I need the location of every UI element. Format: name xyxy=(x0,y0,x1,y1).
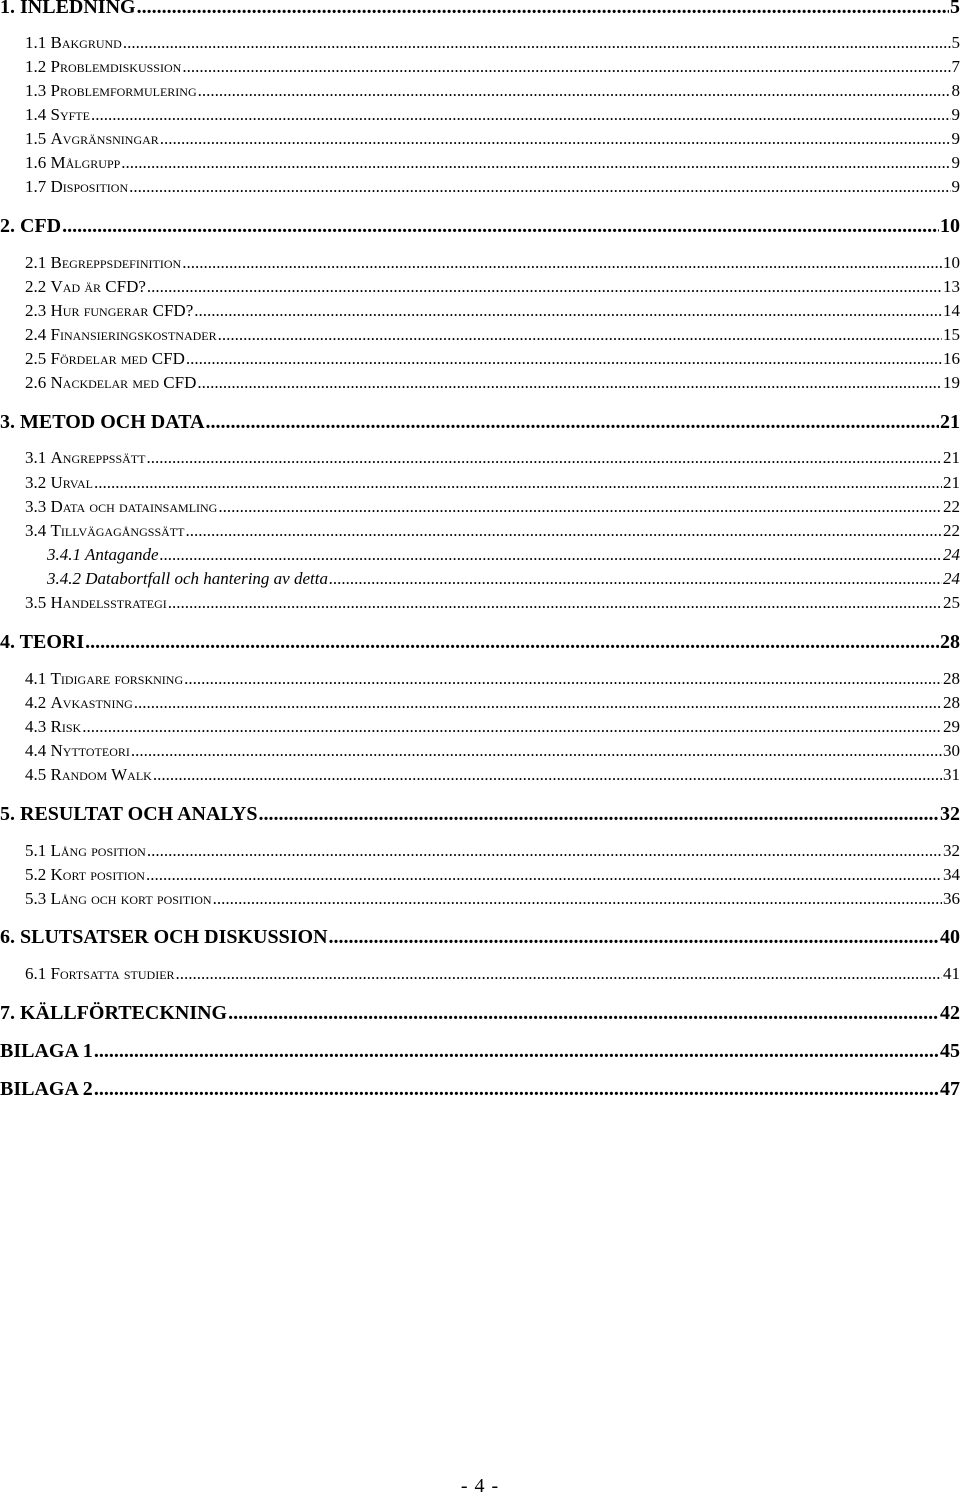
toc-entry-number: 2.4 xyxy=(25,325,47,344)
toc-entry[interactable] xyxy=(0,803,960,826)
toc-entry-label: Kort position xyxy=(50,865,145,884)
toc-entry-number: 6. xyxy=(0,926,15,948)
toc-entry-title xyxy=(25,497,217,517)
dot-leader xyxy=(185,521,942,541)
toc-entry[interactable] xyxy=(25,889,960,909)
toc-entry[interactable] xyxy=(25,153,960,173)
toc-entry-label: TEORI xyxy=(19,631,85,653)
toc-entry-label: Antagande xyxy=(84,545,159,564)
toc-entry-label: Angreppssätt xyxy=(50,448,146,467)
toc-entry-label: Avgränsningar xyxy=(50,129,159,148)
toc-entry-title xyxy=(25,865,145,885)
toc-entry-title xyxy=(25,105,90,125)
toc-entry-number: 3.5 xyxy=(25,593,47,612)
toc-entry[interactable] xyxy=(25,325,960,345)
toc-entry-title xyxy=(0,215,61,238)
toc-entry-label: Risk xyxy=(50,717,82,736)
toc-entry[interactable] xyxy=(0,1040,960,1063)
toc-entry[interactable] xyxy=(47,569,960,589)
toc-entry-title xyxy=(0,926,328,949)
toc-entry[interactable] xyxy=(0,1078,960,1101)
dot-leader xyxy=(147,277,942,297)
toc-entry[interactable] xyxy=(0,631,960,654)
toc-entry-title xyxy=(25,473,93,493)
toc-entry-title xyxy=(25,301,193,321)
toc-entry-title xyxy=(25,717,81,737)
toc-entry-label: INLEDNING xyxy=(20,0,136,18)
toc-entry-number: 3.4.1 xyxy=(47,545,81,564)
dot-leader xyxy=(259,803,940,826)
toc-entry-title xyxy=(0,1040,93,1063)
dot-leader xyxy=(94,1078,939,1101)
toc-entry[interactable] xyxy=(25,57,960,77)
dot-leader xyxy=(205,411,939,434)
toc-entry-label: SLUTSATSER OCH DISKUSSION xyxy=(20,926,328,948)
toc-entry-title xyxy=(25,693,133,713)
toc-page-number: 22 xyxy=(943,521,960,540)
toc-entry-label: Handelsstrategi xyxy=(50,593,167,612)
dot-leader xyxy=(182,253,942,273)
dot-leader xyxy=(198,81,951,101)
toc-entry-number: 5.2 xyxy=(25,865,47,884)
toc-page-number: 10 xyxy=(943,253,960,272)
toc-entry-title xyxy=(25,325,217,345)
toc-entry-title xyxy=(47,569,328,589)
dot-leader xyxy=(134,693,942,713)
toc-entry[interactable] xyxy=(25,521,960,541)
toc-page-number: 9 xyxy=(951,129,960,148)
toc-entry-number: 4.3 xyxy=(25,717,47,736)
toc-entry-label: Random Walk xyxy=(50,765,152,784)
toc-entry[interactable] xyxy=(25,81,960,101)
dot-leader xyxy=(197,373,942,393)
toc-entry-number: 4.2 xyxy=(25,693,47,712)
toc-page-number: 42 xyxy=(940,1002,960,1024)
toc-entry-title xyxy=(25,153,120,173)
toc-entry-title xyxy=(25,277,146,297)
toc-entry-title xyxy=(25,81,197,101)
toc-entry-label: BILAGA 1 xyxy=(0,1040,93,1062)
toc-entry-number: 1.4 xyxy=(25,105,47,124)
dot-leader xyxy=(228,1002,939,1025)
toc-entry-title xyxy=(25,33,122,53)
toc-page-number: 28 xyxy=(943,669,960,688)
toc-page-number: 9 xyxy=(951,105,960,124)
toc-page-number: 15 xyxy=(943,325,960,344)
toc-entry-label: Nackdelar med CFD xyxy=(50,373,197,392)
toc-page-number: 21 xyxy=(943,473,960,492)
toc-page-number: 31 xyxy=(943,765,960,784)
toc-entry[interactable] xyxy=(25,33,960,53)
toc-page-number: 21 xyxy=(940,411,960,433)
toc-page-number: 7 xyxy=(951,57,960,76)
toc-entry-label: Urval xyxy=(50,473,93,492)
toc-entry[interactable] xyxy=(25,964,960,984)
toc-page-number: 34 xyxy=(943,865,960,884)
toc-entry-number: 3.2 xyxy=(25,473,47,492)
toc-entry-number: 4. xyxy=(0,631,15,653)
toc-page-number: 5 xyxy=(951,33,960,52)
toc-page-number: 22 xyxy=(943,497,960,516)
toc-entry-number: 4.1 xyxy=(25,669,47,688)
dot-leader xyxy=(168,593,942,613)
toc-entry-number: 6.1 xyxy=(25,964,47,983)
dot-leader xyxy=(160,545,942,565)
toc-entry-title xyxy=(25,741,130,761)
toc-entry[interactable] xyxy=(25,349,960,369)
toc-entry-number: 5. xyxy=(0,803,15,825)
toc-entry[interactable] xyxy=(25,473,960,493)
toc-page-number: 24 xyxy=(943,569,960,588)
dot-leader xyxy=(176,964,942,984)
toc-entry-title xyxy=(0,1002,227,1025)
toc-entry[interactable] xyxy=(25,177,960,197)
toc-entry-number: 2.1 xyxy=(25,253,47,272)
toc-page-number: 29 xyxy=(943,717,960,736)
toc-entry[interactable] xyxy=(25,593,960,613)
toc-entry-title xyxy=(25,349,185,369)
toc-entry-number: 1.3 xyxy=(25,81,47,100)
toc-entry-label: METOD OCH DATA xyxy=(20,411,205,433)
toc-entry-label: Avkastning xyxy=(50,693,133,712)
toc-entry-label: Problemformulering xyxy=(50,81,197,100)
dot-leader xyxy=(329,569,942,589)
toc-entry[interactable] xyxy=(0,0,960,19)
toc-entry-label: Syfte xyxy=(50,105,90,124)
toc-entry-number: 3.4.2 xyxy=(47,569,81,588)
toc-entry-label: Problemdiskussion xyxy=(50,57,182,76)
toc-entry[interactable] xyxy=(25,497,960,517)
toc-entry[interactable] xyxy=(25,717,960,737)
toc-entry-label: Fortsatta studier xyxy=(50,964,175,983)
toc-entry[interactable] xyxy=(25,841,960,861)
toc-entry-title xyxy=(25,593,167,613)
toc-page-number: 9 xyxy=(951,153,960,172)
dot-leader xyxy=(153,765,942,785)
dot-leader xyxy=(62,215,939,238)
dot-leader xyxy=(85,631,939,654)
toc-entry-label: Hur fungerar CFD? xyxy=(50,301,194,320)
toc-entry-title xyxy=(0,0,136,19)
toc-entry-label: Tillvägagångssätt xyxy=(50,521,185,540)
toc-entry[interactable] xyxy=(0,926,960,949)
page-number: - 4 - xyxy=(460,1475,500,1497)
toc-entry-label: Nyttoteori xyxy=(50,741,130,760)
toc-entry-label: Lång och kort position xyxy=(50,889,212,908)
toc-entry-label: Vad är CFD? xyxy=(50,277,146,296)
dot-leader xyxy=(131,741,942,761)
toc-entry[interactable] xyxy=(25,253,960,273)
toc-entry-label: CFD xyxy=(20,215,62,237)
toc-entry-title xyxy=(25,521,184,541)
toc-entry[interactable] xyxy=(25,105,960,125)
dot-leader xyxy=(218,325,942,345)
toc-entry-number: 2.5 xyxy=(25,349,47,368)
dot-leader xyxy=(91,105,951,125)
toc-entry-title xyxy=(25,57,181,77)
dot-leader xyxy=(194,301,942,321)
toc-entry-label: Lång position xyxy=(50,841,146,860)
toc-entry[interactable] xyxy=(25,448,960,468)
toc-page-number: 32 xyxy=(940,803,960,825)
toc-entry-number: 1. xyxy=(0,0,15,18)
toc-page-number: 45 xyxy=(940,1040,960,1062)
toc-entry-number: 2. xyxy=(0,215,15,237)
toc-page-number: 40 xyxy=(940,926,960,948)
toc-entry-number: 2.6 xyxy=(25,373,47,392)
toc-entry-title xyxy=(47,545,159,565)
toc-entry-label: Målgrupp xyxy=(50,153,121,172)
toc-entry-number: 3.3 xyxy=(25,497,47,516)
toc-entry-number: 3. xyxy=(0,411,15,433)
toc-entry[interactable] xyxy=(25,865,960,885)
toc-entry[interactable] xyxy=(0,1002,960,1025)
toc-entry-title xyxy=(0,803,258,826)
toc-entry-label: Databortfall och hantering av detta xyxy=(85,569,328,588)
dot-leader xyxy=(160,129,951,149)
dot-leader xyxy=(121,153,950,173)
dot-leader xyxy=(213,889,942,909)
dot-leader xyxy=(82,717,942,737)
toc-entry-number: 2.2 xyxy=(25,277,47,296)
toc-entry[interactable] xyxy=(47,545,960,565)
dot-leader xyxy=(94,1040,939,1063)
toc-entry-number: 1.1 xyxy=(25,33,47,52)
toc-entry-title xyxy=(25,964,175,984)
toc-page-number: 41 xyxy=(943,964,960,983)
toc-entry-number: 5.1 xyxy=(25,841,47,860)
toc-entry[interactable] xyxy=(25,301,960,321)
dot-leader xyxy=(123,33,951,53)
toc-entry[interactable] xyxy=(25,129,960,149)
toc-page-number: 24 xyxy=(943,545,960,564)
toc-page-number: 16 xyxy=(943,349,960,368)
dot-leader xyxy=(146,865,942,885)
toc-page-number: 25 xyxy=(943,593,960,612)
toc-entry-title xyxy=(25,448,145,468)
toc-entry[interactable] xyxy=(25,765,960,785)
toc-entry-number: 4.4 xyxy=(25,741,47,760)
toc-page-number: 30 xyxy=(943,741,960,760)
toc-entry-label: Bakgrund xyxy=(50,33,122,52)
toc-entry-title xyxy=(0,1078,93,1101)
dot-leader xyxy=(184,669,942,689)
toc-page-number: 13 xyxy=(943,277,960,296)
toc-entry-number: 1.5 xyxy=(25,129,47,148)
toc-entry-label: RESULTAT OCH ANALYS xyxy=(20,803,258,825)
toc-entry[interactable] xyxy=(0,215,960,238)
toc-entry-title xyxy=(0,411,204,434)
toc-page-number: 21 xyxy=(943,448,960,467)
toc-entry-label: Fördelar med CFD xyxy=(50,349,185,368)
toc-entry-title xyxy=(25,669,183,689)
toc-entry-title xyxy=(25,889,212,909)
toc-entry[interactable] xyxy=(25,373,960,393)
toc-entry-title xyxy=(25,765,152,785)
toc-page-number: 47 xyxy=(940,1078,960,1100)
toc-entry-number: 3.4 xyxy=(25,521,47,540)
toc-entry-number: 1.6 xyxy=(25,153,47,172)
dot-leader xyxy=(129,177,950,197)
toc-entry-title xyxy=(25,177,128,197)
toc-page-number: 28 xyxy=(943,693,960,712)
dot-leader xyxy=(182,57,950,77)
toc-entry-number: 1.7 xyxy=(25,177,47,196)
toc-entry[interactable] xyxy=(25,277,960,297)
toc-entry-title xyxy=(0,631,84,654)
toc-entry-number: 7. xyxy=(0,1002,15,1024)
dot-leader xyxy=(329,926,939,949)
toc-entry[interactable] xyxy=(25,741,960,761)
toc-entry-number: 5.3 xyxy=(25,889,47,908)
dot-leader xyxy=(94,473,942,493)
dot-leader xyxy=(137,0,949,19)
toc-entry-label: BILAGA 2 xyxy=(0,1078,93,1100)
toc-page-number: 32 xyxy=(943,841,960,860)
dot-leader xyxy=(218,497,942,517)
toc-entry-number: 4.5 xyxy=(25,765,47,784)
toc-entry-number: 2.3 xyxy=(25,301,47,320)
toc-entry-title xyxy=(25,253,181,273)
dot-leader xyxy=(186,349,942,369)
toc-page-number: 14 xyxy=(943,301,960,320)
toc-page-number: 9 xyxy=(951,177,960,196)
toc-entry-label: KÄLLFÖRTECKNING xyxy=(20,1002,228,1024)
toc-page-number: 10 xyxy=(940,215,960,237)
toc-entry-label: Data och datainsamling xyxy=(50,497,218,516)
toc-entry-label: Finansieringskostnader xyxy=(50,325,217,344)
toc-entry[interactable] xyxy=(0,411,960,434)
toc-entry-label: Begreppsdefinition xyxy=(50,253,182,272)
toc-page-number: 36 xyxy=(943,889,960,908)
toc-page-number: 28 xyxy=(940,631,960,653)
toc-entry-title xyxy=(25,373,196,393)
toc-entry-label: Disposition xyxy=(50,177,129,196)
toc-page-number: 8 xyxy=(951,81,960,100)
toc-page-number: 19 xyxy=(943,373,960,392)
toc-entry[interactable] xyxy=(25,693,960,713)
toc-entry[interactable] xyxy=(25,669,960,689)
dot-leader xyxy=(146,448,942,468)
toc-entry-number: 1.2 xyxy=(25,57,47,76)
toc-entry-number: 3.1 xyxy=(25,448,47,467)
toc-entry-label: Tidigare forskning xyxy=(50,669,184,688)
dot-leader xyxy=(147,841,942,861)
toc-page-number: 5 xyxy=(950,0,960,18)
toc-entry-title xyxy=(25,129,159,149)
toc-entry-title xyxy=(25,841,146,861)
